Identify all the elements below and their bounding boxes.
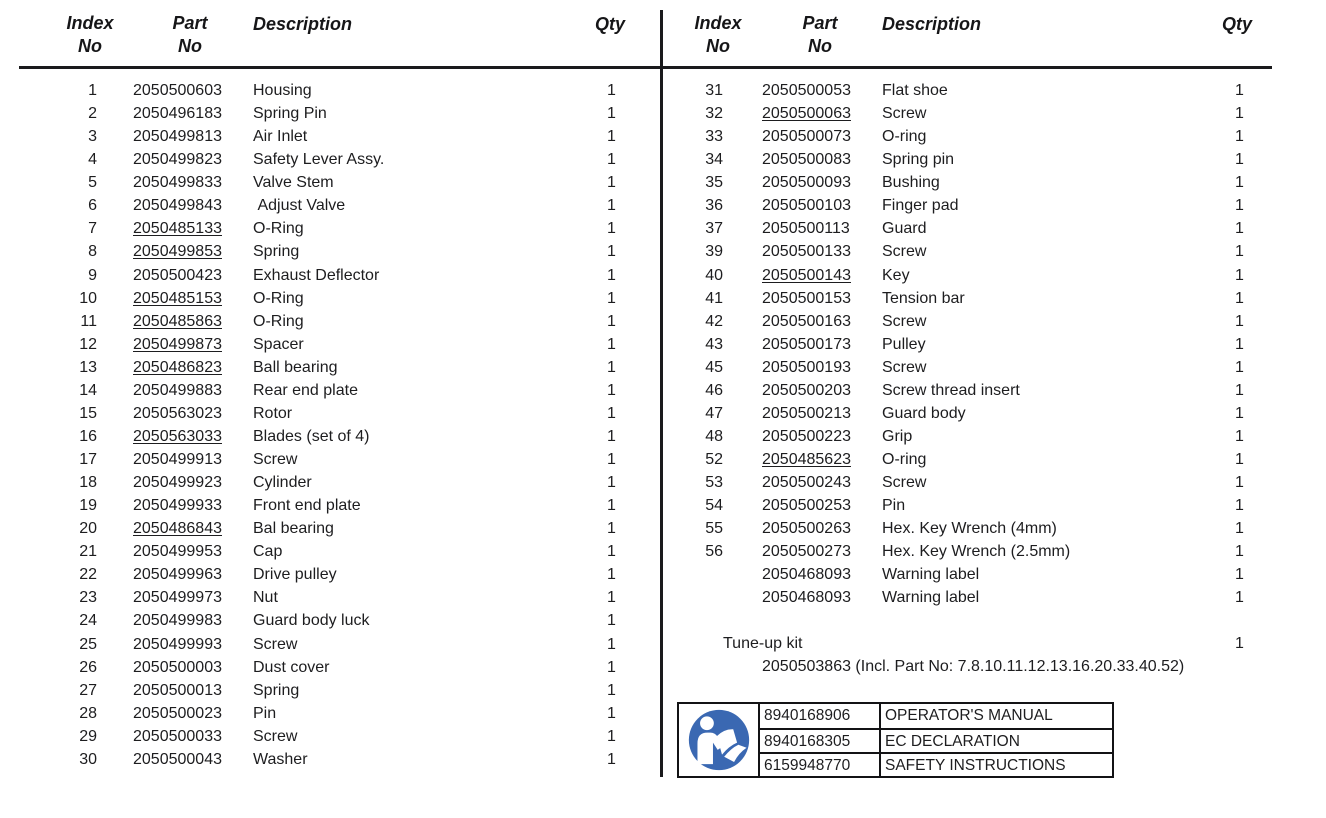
description-cell: Washer — [253, 750, 308, 768]
description-cell: Spring Pin — [253, 105, 327, 123]
qty-cell: 1 — [1235, 82, 1244, 99]
description-cell: Adjust Valve — [253, 197, 346, 215]
qty-cell: 1 — [607, 312, 616, 330]
part-number-cell: 2050499823 — [133, 151, 222, 169]
qty-cell: 1 — [1235, 520, 1244, 538]
part-number-cell: 2050500193 — [762, 358, 851, 376]
qty-cell: 1 — [607, 151, 616, 169]
qty-cell: 1 — [1235, 220, 1244, 238]
description-cell: O-Ring — [253, 220, 304, 238]
part-number-cell: 2050500273 — [762, 543, 851, 561]
description-cell: Screw — [253, 727, 298, 745]
description-cell: Screw — [882, 312, 927, 330]
index-cell: 45 — [705, 358, 723, 376]
left-index-header — [48, 12, 132, 58]
part-number-cell: 2050486823 — [133, 358, 222, 376]
right-index-header — [676, 12, 760, 58]
manual-label: EC DECLARATION — [879, 728, 1112, 752]
qty-cell: 1 — [1235, 174, 1244, 192]
part-number-cell: 2050500053 — [762, 82, 851, 99]
description-cell: Blades (set of 4) — [253, 427, 370, 445]
description-cell: O-Ring — [253, 289, 304, 307]
qty-cell: 1 — [607, 220, 616, 238]
part-number-cell: 2050499953 — [133, 543, 222, 561]
qty-cell: 1 — [1235, 243, 1244, 261]
icon-cell — [679, 704, 758, 776]
index-cell: 5 — [88, 174, 97, 192]
right-parts-table — [663, 79, 1271, 609]
qty-cell: 1 — [1235, 543, 1244, 561]
qty-cell: 1 — [1235, 404, 1244, 422]
part-number-cell: 2050499913 — [133, 451, 222, 468]
qty-cell: 1 — [607, 381, 616, 399]
index-cell: 15 — [79, 404, 97, 422]
part-number-cell: 2050500143 — [762, 266, 851, 284]
tune-up-kit-row — [663, 632, 1271, 655]
qty-cell: 1 — [1235, 474, 1244, 492]
index-cell: 16 — [79, 427, 97, 445]
right-description-header: Description — [882, 14, 982, 34]
qty-cell: 1 — [607, 704, 616, 722]
qty-cell: 1 — [607, 658, 616, 676]
qty-cell: 1 — [607, 197, 616, 215]
index-cell: 47 — [705, 404, 723, 422]
description-cell: Safety Lever Assy. — [253, 151, 385, 169]
description-cell: Spring pin — [882, 151, 955, 169]
index-cell: 3 — [88, 128, 97, 146]
description-cell: Pin — [253, 704, 277, 722]
index-cell: 42 — [705, 312, 723, 330]
index-cell: 35 — [705, 174, 723, 192]
header-line: Part — [802, 13, 838, 33]
header-line: Index — [66, 13, 114, 33]
index-cell: 10 — [79, 289, 97, 307]
index-cell: 24 — [79, 612, 97, 630]
description-cell: Spring — [253, 681, 300, 699]
qty-cell: 1 — [607, 497, 616, 515]
index-cell: 23 — [79, 589, 97, 607]
part-number-cell: 2050485153 — [133, 289, 222, 307]
qty-cell: 1 — [607, 174, 616, 192]
index-cell: 31 — [705, 82, 723, 99]
index-cell: 41 — [705, 289, 723, 307]
part-number-cell: 2050500023 — [133, 704, 222, 722]
index-cell: 36 — [705, 197, 723, 215]
index-cell: 4 — [88, 151, 97, 169]
description-cell: Key — [882, 266, 910, 284]
part-number-cell: 2050486843 — [133, 520, 222, 538]
part-number-cell: 2050499813 — [133, 128, 222, 146]
description-cell: Bal bearing — [253, 520, 334, 538]
part-number-cell: 2050500103 — [762, 197, 851, 215]
index-cell: 25 — [79, 635, 97, 653]
part-number-cell: 2050500223 — [762, 427, 851, 445]
part-number-cell: 2050499843 — [133, 197, 222, 215]
description-cell: Screw — [882, 243, 927, 261]
qty-cell: 1 — [607, 750, 616, 768]
index-cell: 1 — [88, 82, 97, 99]
qty-cell: 1 — [607, 266, 616, 284]
part-number-cell: 2050468093 — [762, 566, 851, 584]
description-cell: Guard body luck — [253, 612, 370, 630]
part-number-cell: 2050499933 — [133, 497, 222, 515]
description-cell: Exhaust Deflector — [253, 266, 380, 284]
part-number-cell: 2050563023 — [133, 404, 222, 422]
header-line: No — [706, 36, 730, 56]
description-cell: O-Ring — [253, 312, 304, 330]
read-manual-icon — [688, 709, 750, 771]
part-number-cell: 2050499883 — [133, 381, 222, 399]
qty-cell: 1 — [1235, 128, 1244, 146]
part-number-cell: 2050499973 — [133, 589, 222, 607]
index-cell: 29 — [79, 727, 97, 745]
part-number-cell: 2050500243 — [762, 474, 851, 492]
index-cell: 6 — [88, 197, 97, 215]
index-cell: 34 — [705, 151, 723, 169]
part-number-cell: 2050500043 — [133, 750, 222, 768]
part-number-cell: 2050500073 — [762, 128, 851, 146]
index-cell: 11 — [80, 312, 97, 330]
qty-cell: 1 — [607, 128, 616, 146]
description-cell: Guard — [882, 220, 927, 238]
description-cell: Nut — [253, 589, 278, 607]
qty-cell: 1 — [1235, 451, 1244, 468]
index-cell: 48 — [705, 427, 723, 445]
part-number-cell: 2050500003 — [133, 658, 222, 676]
part-number-cell: 2050500063 — [762, 105, 851, 123]
part-number-cell: 2050500133 — [762, 243, 851, 261]
description-cell: Guard body — [882, 404, 966, 422]
part-number-cell: 2050500163 — [762, 312, 851, 330]
qty-cell: 1 — [607, 451, 616, 468]
left-qty-header: Qty — [594, 14, 625, 34]
description-cell: Tension bar — [882, 289, 965, 307]
index-cell: 40 — [705, 266, 723, 284]
description-cell: Hex. Key Wrench (4mm) — [882, 520, 1057, 538]
description-cell: Screw — [253, 451, 298, 468]
part-number-cell: 2050500093 — [762, 174, 851, 192]
index-cell: 55 — [705, 520, 723, 538]
description-cell: Pulley — [882, 335, 926, 353]
qty-cell: 1 — [1235, 427, 1244, 445]
description-cell: Screw — [882, 105, 927, 123]
qty-cell: 1 — [607, 404, 616, 422]
index-cell: 14 — [79, 381, 97, 399]
part-number-cell: 2050499983 — [133, 612, 222, 630]
part-number-cell: 2050500033 — [133, 727, 222, 745]
header-line: Index — [694, 13, 742, 33]
qty-cell: 1 — [1235, 266, 1244, 284]
description-cell: Warning label — [882, 589, 980, 607]
qty-cell: 1 — [1235, 312, 1244, 330]
part-number-cell: 2050496183 — [133, 105, 222, 123]
tune-up-kit-title: Tune-up kit — [723, 635, 803, 652]
qty-cell: 1 — [607, 105, 616, 123]
part-number-cell: 2050500153 — [762, 289, 851, 307]
index-cell: 28 — [79, 704, 97, 722]
qty-cell: 1 — [607, 635, 616, 653]
qty-cell: 1 — [607, 589, 616, 607]
part-number-cell: 2050500213 — [762, 404, 851, 422]
qty-cell: 1 — [1235, 289, 1244, 307]
qty-cell: 1 — [607, 681, 616, 699]
index-cell: 8 — [88, 243, 97, 261]
index-cell: 27 — [79, 681, 97, 699]
description-cell: Ball bearing — [253, 358, 338, 376]
description-cell: Valve Stem — [253, 174, 334, 192]
description-cell: Rotor — [253, 404, 293, 422]
index-cell: 26 — [79, 658, 97, 676]
manual-part-number: 6159948770 — [758, 752, 879, 776]
description-cell: Spring — [253, 243, 300, 261]
qty-cell: 1 — [607, 82, 616, 99]
description-cell: O-ring — [882, 451, 927, 468]
qty-cell: 1 — [1235, 566, 1244, 584]
description-cell: Screw — [882, 474, 927, 492]
description-cell: Front end plate — [253, 497, 361, 515]
qty-cell: 1 — [1235, 151, 1244, 169]
description-cell: Flat shoe — [882, 82, 948, 99]
part-number-cell: 2050499963 — [133, 566, 222, 584]
manual-part-number: 8940168906 — [758, 704, 879, 728]
description-cell: Finger pad — [882, 197, 959, 215]
part-number-cell: 2050485863 — [133, 312, 222, 330]
part-number-cell: 2050499853 — [133, 243, 222, 261]
header-line: No — [78, 36, 102, 56]
header-rule — [19, 66, 1272, 69]
description-cell: Drive pulley — [253, 566, 337, 584]
description-cell: Screw thread insert — [882, 381, 1020, 399]
index-cell: 12 — [79, 335, 97, 353]
part-number-cell: 2050500013 — [133, 681, 222, 699]
index-cell: 53 — [705, 474, 723, 492]
qty-cell: 1 — [607, 520, 616, 538]
index-cell: 46 — [705, 381, 723, 399]
header-line: No — [808, 36, 832, 56]
manual-label: SAFETY INSTRUCTIONS — [879, 752, 1112, 776]
index-cell: 22 — [79, 566, 97, 584]
description-cell: Grip — [882, 427, 913, 445]
index-cell: 13 — [79, 358, 97, 376]
index-cell: 32 — [705, 105, 723, 123]
index-cell: 2 — [88, 105, 97, 123]
description-cell: Bushing — [882, 174, 940, 192]
part-number-cell: 2050500263 — [762, 520, 851, 538]
left-parts-table — [19, 79, 644, 771]
qty-cell: 1 — [607, 427, 616, 445]
description-cell: Screw — [253, 635, 298, 653]
description-cell: Air Inlet — [253, 128, 308, 146]
description-cell: Cap — [253, 543, 283, 561]
part-number-cell: 2050499833 — [133, 174, 222, 192]
qty-cell: 1 — [1235, 497, 1244, 515]
part-number-cell: 2050500173 — [762, 335, 851, 353]
index-cell: 19 — [79, 497, 97, 515]
part-number-cell: 2050500603 — [133, 82, 222, 99]
description-cell — [870, 632, 1208, 655]
description-cell: Warning label — [882, 566, 980, 584]
qty-cell: 1 — [607, 727, 616, 745]
qty-cell: 1 — [607, 289, 616, 307]
index-cell: 21 — [79, 543, 97, 561]
part-number-cell: 2050500253 — [762, 497, 851, 515]
qty-cell: 1 — [1235, 381, 1244, 399]
left-description-header: Description — [253, 14, 353, 34]
index-cell — [663, 632, 723, 655]
index-cell: 33 — [705, 128, 723, 146]
description-cell: Cylinder — [253, 474, 312, 492]
qty-cell: 1 — [1235, 335, 1244, 353]
part-number-cell: 2050563033 — [133, 427, 222, 445]
part-number-cell: 2050500203 — [762, 381, 851, 399]
description-cell: Rear end plate — [253, 381, 358, 399]
index-cell — [663, 563, 723, 586]
right-qty-header: Qty — [1221, 14, 1252, 34]
index-cell: 54 — [705, 497, 723, 515]
description-cell: Screw — [882, 358, 927, 376]
index-cell: 30 — [79, 750, 97, 768]
qty-cell: 1 — [1235, 197, 1244, 215]
index-cell: 56 — [705, 543, 723, 561]
right-part-header — [778, 12, 862, 58]
part-number-cell: 2050499993 — [133, 635, 222, 653]
qty-cell: 1 — [1235, 358, 1244, 376]
tune-up-kit-note: 2050503863 (Incl. Part No: 7.8.10.11.12.13.16.20.33.40.52) — [762, 658, 1185, 675]
index-cell — [663, 586, 723, 609]
part-number-cell: 2050500423 — [133, 266, 222, 284]
qty-cell: 1 — [607, 612, 616, 630]
index-cell: 52 — [705, 451, 723, 468]
qty-cell: 1 — [607, 243, 616, 261]
index-cell: 39 — [705, 243, 723, 261]
description-cell: Hex. Key Wrench (2.5mm) — [882, 543, 1071, 561]
qty-cell: 1 — [607, 566, 616, 584]
qty-cell: 1 — [607, 543, 616, 561]
manual-part-number: 8940168305 — [758, 728, 879, 752]
description-cell: Pin — [882, 497, 906, 515]
header-line: No — [178, 36, 202, 56]
qty-cell: 1 — [1235, 589, 1244, 607]
description-cell: Spacer — [253, 335, 304, 353]
qty-cell: 1 — [607, 474, 616, 492]
qty-cell: 1 — [607, 358, 616, 376]
index-cell: 9 — [88, 266, 97, 284]
index-cell: 7 — [88, 220, 97, 238]
description-cell: O-ring — [882, 128, 927, 146]
description-cell: Housing — [253, 82, 312, 99]
part-number-cell: 2050500083 — [762, 151, 851, 169]
qty-cell: 1 — [607, 335, 616, 353]
part-number-cell: 2050499873 — [133, 335, 222, 353]
index-cell: 20 — [79, 520, 97, 538]
part-number-cell: 2050499923 — [133, 474, 222, 492]
index-cell: 43 — [705, 335, 723, 353]
index-cell: 18 — [79, 474, 97, 492]
qty-cell: 1 — [1235, 105, 1244, 123]
tune-up-kit-qty: 1 — [1235, 635, 1244, 652]
index-cell: 37 — [705, 220, 723, 238]
part-number-cell: 2050468093 — [762, 589, 851, 607]
part-number-cell: 2050485623 — [762, 451, 851, 468]
left-part-header — [148, 12, 232, 58]
part-number-cell: 2050500113 — [762, 220, 850, 238]
description-cell: Dust cover — [253, 658, 330, 676]
index-cell: 17 — [79, 451, 97, 468]
header-line: Part — [172, 13, 208, 33]
manuals-table — [677, 702, 1114, 778]
manual-label: OPERATOR'S MANUAL — [879, 704, 1112, 728]
part-number-cell: 2050485133 — [133, 220, 222, 238]
